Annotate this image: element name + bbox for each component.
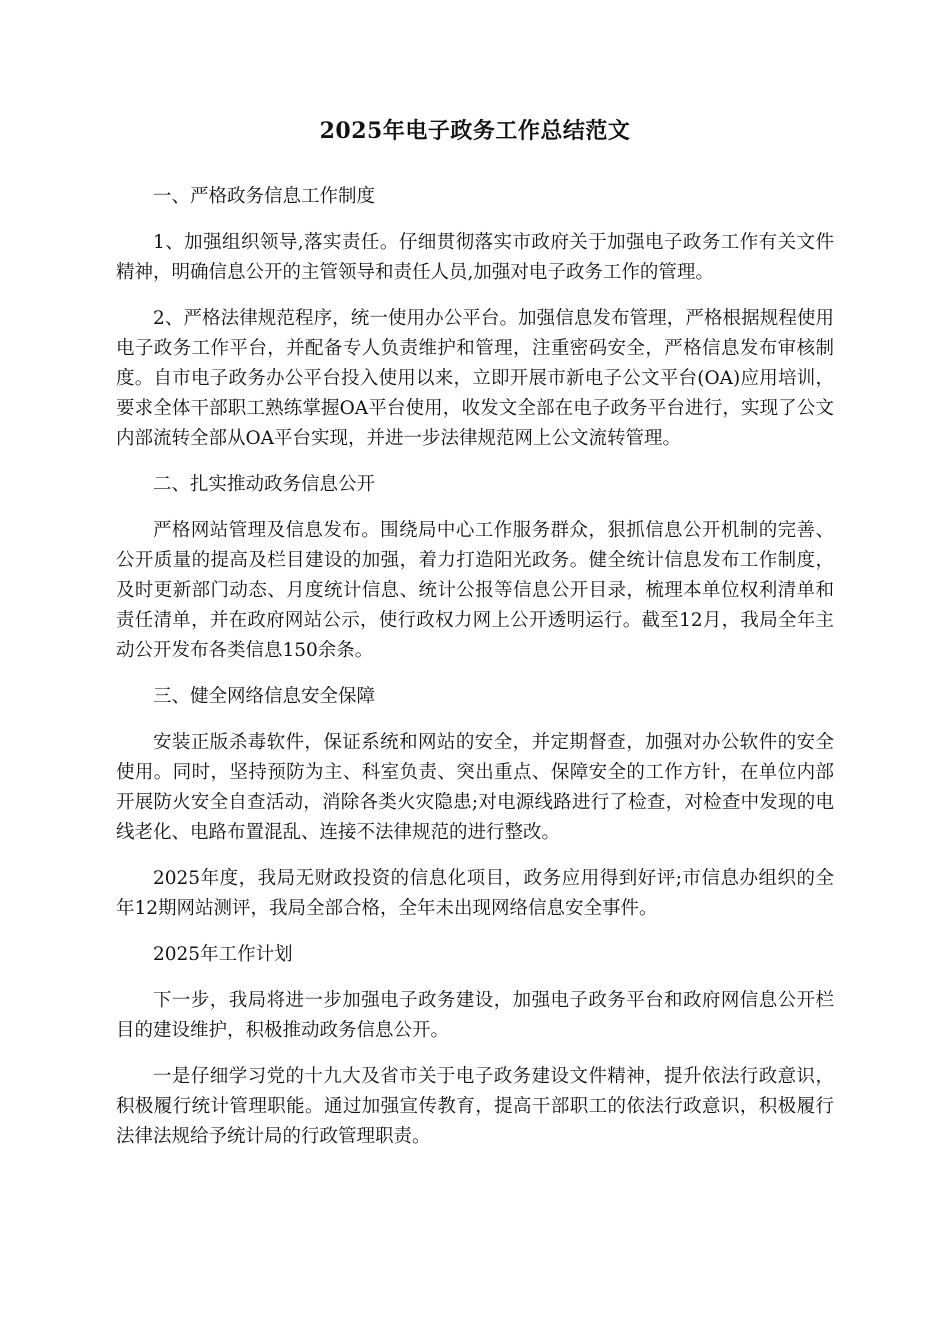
paragraph-1: 1、加强组织领导,落实责任。仔细贯彻落实市政府关于加强电子政务工作有关文件精神，明确信息公开的主管领导和责任人员,加强对电子政务工作的管理。 xyxy=(116,232,834,283)
document-title: 2025年电子政务工作总结范文 xyxy=(319,118,631,144)
paragraph-4: 安装正版杀毒软件，保证系统和网站的安全，并定期督查，加强对办公软件的安全使用。同时，坚持预防为主、科室负责、突出重点、保障安全的工作方针，在单位内部开展防火安全自查活动，消除各类火灾隐患;对电源线路进行了检查，对检查中发现的电线老化、电路布置混乱、连接不法律规范的进行整改。 xyxy=(116,732,834,843)
section-heading-1: 一、严格政务信息工作制度 xyxy=(153,186,376,207)
paragraph-7: 一是仔细学习党的十九大及省市关于电子政务建设文件精神，提升依法行政意识，积极履行统计管理职能。通过加强宣传教育，提高干部职工的依法行政意识，积极履行法律法规给予统计局的行政管理职责。 xyxy=(116,1066,834,1147)
paragraph-2: 2、严格法律规范程序，统一使用办公平台。加强信息发布管理，严格根据规程使用电子政务工作平台，并配备专人负责维护和管理，注重密码安全，严格信息发布审核制度。自市电子政务办公平台投入使用以来，立即开展市新电子公文平台(OA)应用培训，要求全体干部职工熟练掌握OA平台使用，收发文全部在电子政务平台进行，实现了公文内部流转全部从OA平台实现，并进一步法律规范网上公文流转管理。 xyxy=(116,308,834,449)
section-heading-3: 三、健全网络信息安全保障 xyxy=(153,686,376,707)
paragraph-6: 下一步，我局将进一步加强电子政务建设，加强电子政务平台和政府网信息公开栏目的建设维护，积极推动政务信息公开。 xyxy=(116,990,834,1041)
paragraph-5: 2025年度，我局无财政投资的信息化项目，政务应用得到好评;市信息办组织的全年12期网站测评，我局全部合格，全年未出现网络信息安全事件。 xyxy=(116,868,834,919)
section-heading-2: 二、扎实推动政务信息公开 xyxy=(153,474,376,495)
paragraph-3: 严格网站管理及信息发布。围绕局中心工作服务群众，狠抓信息公开机制的完善、公开质量的提高及栏目建设的加强，着力打造阳光政务。健全统计信息发布工作制度，及时更新部门动态、月度统计信息、统计公报等信息公开目录，梳理本单位权利清单和责任清单，并在政府网站公示，使行政权力网上公开透明运行。截至12月，我局全年主动公开发布各类信息150余条。 xyxy=(116,520,834,661)
section-heading-4: 2025年工作计划 xyxy=(153,944,293,965)
document-body xyxy=(116,182,834,1168)
